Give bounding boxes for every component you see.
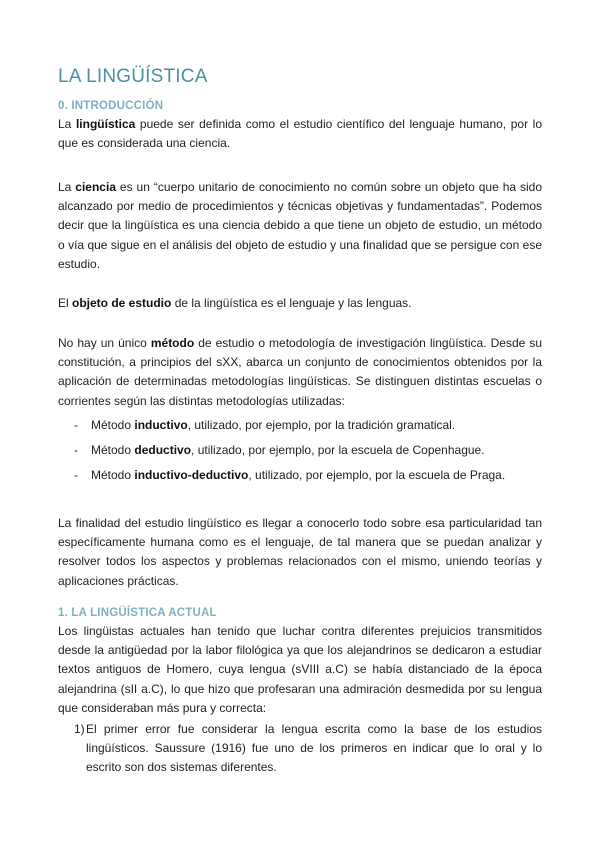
text-run: El bbox=[58, 296, 73, 310]
list-item bbox=[58, 416, 542, 435]
text-run: Método bbox=[91, 443, 135, 458]
text-run: de la lingüística es el lenguaje y las lenguas. bbox=[171, 296, 412, 310]
bold-term: objeto de estudio bbox=[72, 296, 172, 310]
bold-term: inductivo-deductivo bbox=[134, 468, 249, 483]
paragraph-text bbox=[58, 178, 542, 274]
text-run: La bbox=[58, 180, 76, 194]
paragraph-text: La finalidad del estudio lingüístico es llegar a conocerlo todo sobre esa particularidad tan específicamente humana como es el lenguaje, de tal manera que se puedan analizar y resolver todos los aspectos y problemas relacionados con el mismo, uniendo teorías y aplicaciones prácticas. bbox=[58, 516, 542, 588]
paragraph-ciencia bbox=[58, 178, 542, 274]
dash-marker: - bbox=[74, 443, 78, 458]
text-run: El primer error fue considerar la lengua escrita como la base de los estudios lingüísticos. Saussure (1916) fue uno de los primeros en indicar que lo oral y lo escrito son dos sistemas diferentes. bbox=[86, 722, 542, 775]
methods-list bbox=[58, 416, 542, 492]
text-run: Método bbox=[91, 468, 135, 483]
paragraph-text: Los lingüistas actuales han tenido que luchar contra diferentes prejuicios transmitidos desde la antigüedad por la labor filológica ya que los alejandrinos se dedicaron a estudiar textos antiguos de Homero, cuya lengua (sVIII a.C) se había distanciado de la época alejandrina (sII a.C), lo que hizo que profesaran una admiración desmedida por su lengua que consideraban más pura y correcta: bbox=[58, 624, 542, 715]
errors-list bbox=[58, 720, 542, 778]
dash-marker: - bbox=[74, 468, 78, 483]
section-heading: 0. INTRODUCCIÓN bbox=[58, 100, 164, 112]
paragraph-finalidad bbox=[58, 514, 542, 591]
paragraph-metodo bbox=[58, 334, 542, 411]
number-marker: 1) bbox=[74, 722, 85, 736]
text-run: de estudio o metodología de investigación lingüística. Desde su constitución, a principios del sXX, abarca un conjunto de conocimientos obtenidos por la aplicación de determinadas metodologías lingüísticas. Se distinguen distintas escuelas o corrientes según las distintas metodologías utilizadas: bbox=[58, 336, 542, 408]
paragraph-definicion bbox=[58, 115, 542, 153]
document-title: LA LINGÜÍSTICA bbox=[58, 66, 208, 87]
section-introduccion bbox=[58, 100, 542, 153]
text-run: , utilizado, por ejemplo, por la escuela de Praga. bbox=[248, 468, 506, 483]
bold-term: inductivo bbox=[134, 418, 188, 432]
bold-term: ciencia bbox=[75, 180, 116, 194]
list-item bbox=[58, 441, 542, 460]
list-item bbox=[58, 466, 542, 485]
paragraph-text bbox=[58, 294, 542, 313]
section-linguistica-actual bbox=[58, 607, 542, 718]
text-run: puede ser definida como el estudio científico del lenguaje humano, por lo que es considerada una ciencia. bbox=[58, 117, 543, 151]
dash-marker: - bbox=[74, 418, 78, 432]
paragraph-objeto bbox=[58, 294, 542, 313]
bold-term: lingüística bbox=[75, 117, 136, 131]
text-run: No hay un único bbox=[58, 336, 151, 350]
text-run: , utilizado, por ejemplo, por la tradición gramatical. bbox=[187, 418, 456, 432]
text-run: es un “cuerpo unitario de conocimiento no común sobre un objeto que ha sido alcanzado por medio de procedimientos y técnicas objetivas y fundamentadas”. Podemos decir que la lingüística es una ciencia debido a que tiene un objeto de estudio, un método o vía que sigue en el análisis del objeto de estudio y una finalidad que se persigue con ese estudio. bbox=[58, 180, 543, 271]
text-run: , utilizado, por ejemplo, por la escuela de Copenhague. bbox=[191, 443, 485, 458]
paragraph-text bbox=[58, 334, 542, 411]
text-run: Método bbox=[91, 418, 135, 432]
list-item bbox=[58, 720, 542, 778]
text-run: La bbox=[58, 117, 76, 131]
bold-term: deductivo bbox=[134, 443, 192, 458]
bold-term: método bbox=[150, 336, 195, 350]
section-heading: 1. LA LINGÜÍSTICA ACTUAL bbox=[58, 607, 217, 619]
